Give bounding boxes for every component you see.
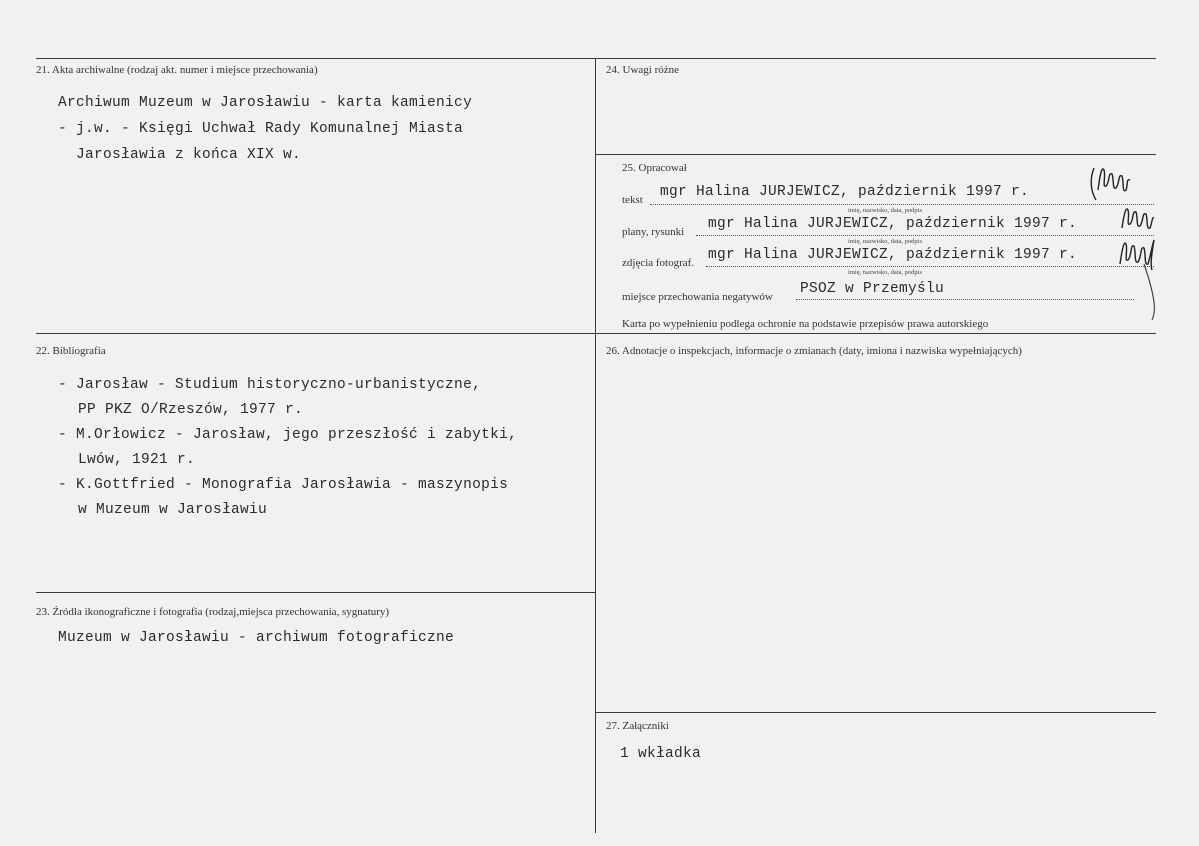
section-21-label: 21. Akta archiwalne (rodzaj akt. numer i miejsce przechowania)	[36, 64, 318, 76]
section-25-label: 25. Opracował	[622, 162, 687, 174]
row-zdjecia-prefix: zdjęcia fotograf.	[622, 257, 695, 269]
row-plany-dotline	[696, 235, 1154, 236]
section-22-label: 22. Bibliografia	[36, 345, 106, 357]
signature-stroke	[1142, 262, 1158, 322]
rule-center-vertical	[595, 58, 596, 833]
negatives-value: PSOZ w Przemyślu	[800, 281, 945, 297]
bibliography-line-4: Lwów, 1921 r.	[78, 452, 196, 468]
rule-middle	[36, 333, 1156, 334]
signature-tekst	[1088, 160, 1136, 204]
section-23-label: 23. Źródła ikonograficzne i fotografia (rodzaj,miejsca przechowania, sygnatury)	[36, 606, 390, 618]
section-27-line-1: 1 wkładka	[620, 746, 702, 762]
bibliography-line-5: - K.Gottfried - Monografia Jarosławia - maszynopis	[58, 477, 509, 493]
negatives-label: miejsce przechowania negatywów	[622, 291, 773, 303]
bibliography-line-3: - M.Orłowicz - Jarosław, jego przeszłość i zabytki,	[58, 427, 518, 443]
row-plany-value: mgr Halina JURJEWICZ, październik 1997 r.	[708, 216, 1078, 232]
row-tekst-value: mgr Halina JURJEWICZ, październik 1997 r.	[660, 184, 1030, 200]
bibliography-line-1: - Jarosław - Studium historyczno-urbanistyczne,	[58, 377, 482, 393]
section-26-label: 26. Adnotacje o inspekcjach, informacje o zmianach (daty, imiona i nazwiska wypełniających)	[606, 345, 1022, 357]
rule-22-23	[36, 592, 596, 593]
bibliography-line-6: w Muzeum w Jarosławiu	[78, 502, 268, 518]
section-23-line-1: Muzeum w Jarosławiu - archiwum fotograficzne	[58, 630, 455, 646]
section-27-label: 27. Załączniki	[606, 720, 669, 732]
row-plany-hint: imię, nazwisko, data, podpis	[848, 238, 923, 245]
row-tekst-hint: imię, nazwisko, data, podpis	[848, 207, 923, 214]
row-tekst-prefix: tekst	[622, 194, 643, 206]
row-zdjecia-hint: imię, nazwisko, data, podpis	[848, 269, 923, 276]
section-21-line-2: - j.w. - Księgi Uchwał Rady Komunalnej Miasta	[58, 121, 464, 137]
row-plany-prefix: plany, rysunki	[622, 226, 685, 238]
section-21-line-3: Jarosławia z końca XIX w.	[76, 147, 302, 163]
copyright-note: Karta po wypełnieniu podlega ochronie na podstawie przepisów prawa autorskiego	[622, 318, 989, 330]
section-21-line-1: Archiwum Muzeum w Jarosławiu - karta kamienicy	[58, 95, 473, 111]
row-zdjecia-dotline	[706, 266, 1154, 267]
negatives-dotline	[796, 299, 1134, 300]
signature-plany	[1118, 202, 1158, 236]
bibliography-line-2: PP PKZ O/Rzeszów, 1977 r.	[78, 402, 304, 418]
rule-26-27	[596, 712, 1156, 713]
rule-top	[36, 58, 1156, 59]
row-tekst-dotline	[650, 204, 1154, 205]
section-24-label: 24. Uwagi różne	[606, 64, 680, 76]
rule-24-25	[596, 154, 1156, 155]
row-zdjecia-value: mgr Halina JURJEWICZ, październik 1997 r.	[708, 247, 1078, 263]
